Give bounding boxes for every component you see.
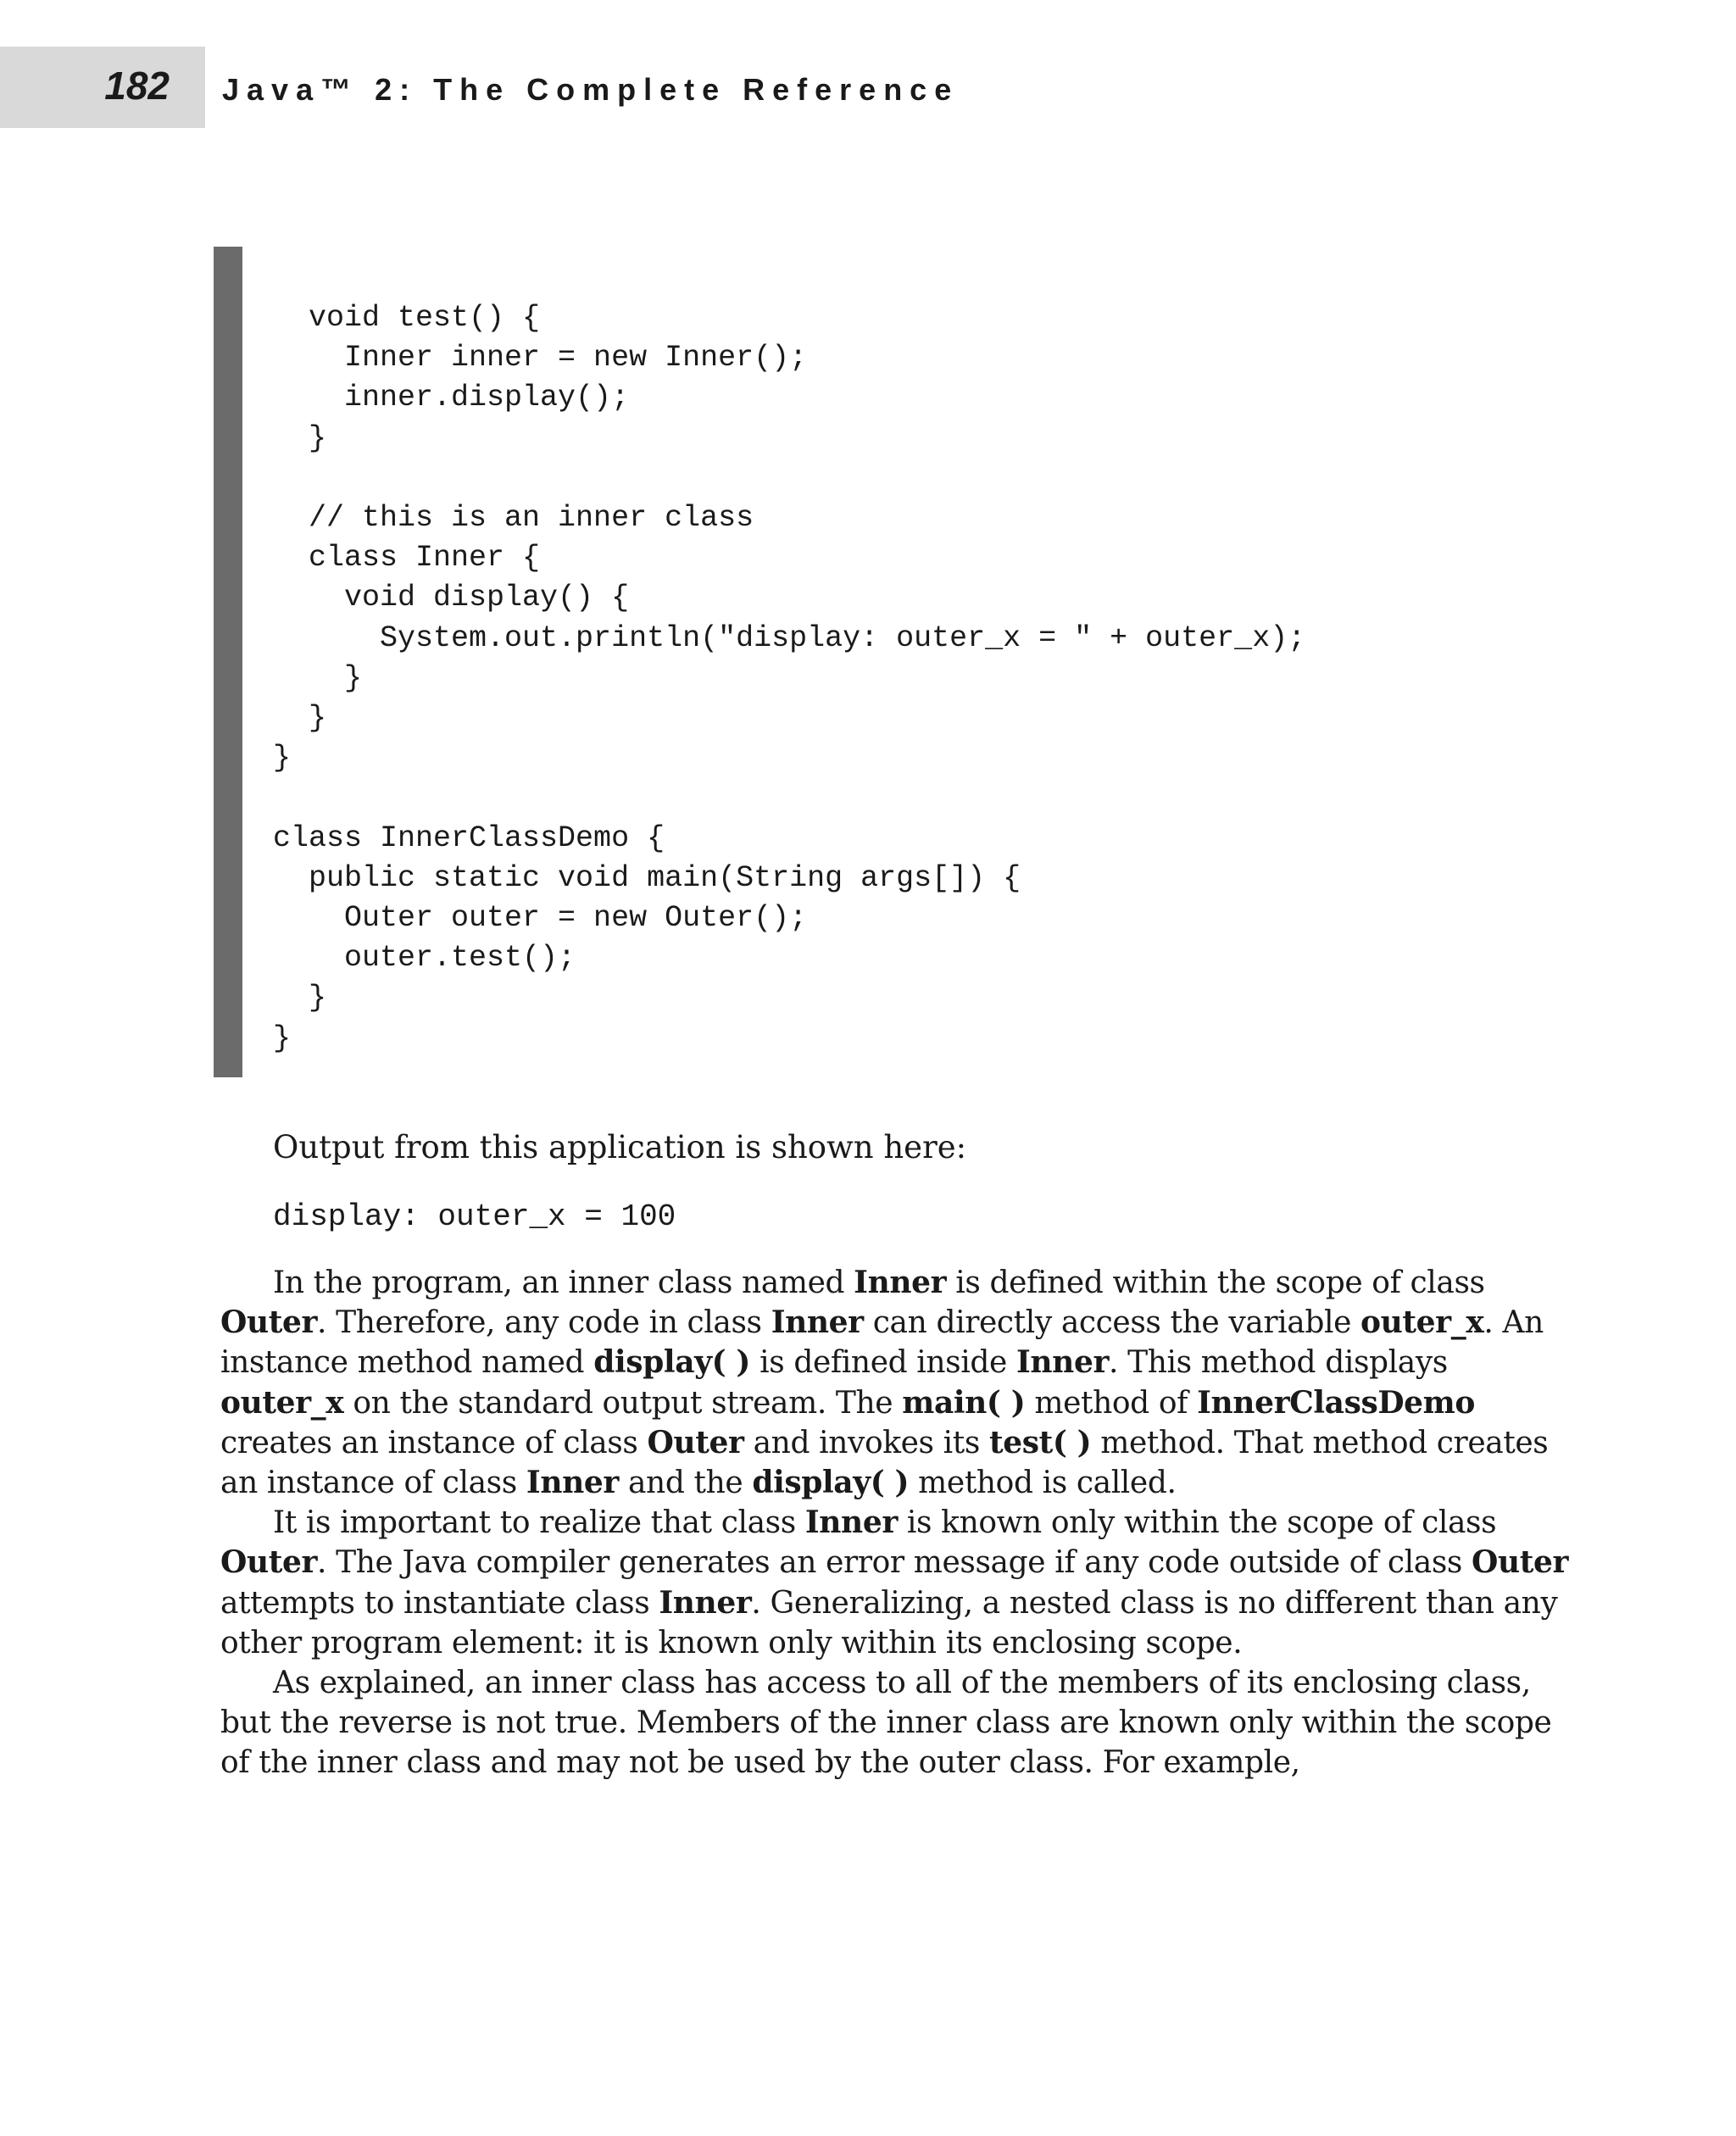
code-line: class InnerClassDemo { — [273, 820, 665, 855]
bold-term: Inner — [804, 1505, 898, 1541]
code-line: } — [273, 420, 327, 455]
text-run: attempts to instantiate class — [220, 1585, 659, 1621]
text-run: and invokes its — [743, 1425, 989, 1460]
code-line: void test() { — [273, 301, 541, 335]
bold-term: Inner — [771, 1304, 864, 1341]
code-line: Outer outer = new Outer(); — [273, 901, 808, 936]
paragraph-1-line-1 — [220, 1263, 1509, 1303]
running-title: Java™ 2: The Complete Reference — [222, 72, 960, 107]
text-run: It is important to realize that class — [273, 1505, 805, 1541]
text-run: is defined within the scope of class — [946, 1265, 1485, 1300]
code-listing-bar — [214, 247, 242, 1077]
code-line: // this is an inner class — [273, 501, 754, 536]
paragraph-1-line-6 — [220, 1463, 1509, 1503]
text-run: . Therefore, any code in class — [317, 1305, 771, 1341]
bold-term: InnerClassDemo — [1197, 1384, 1475, 1421]
paragraph-1-line-5 — [220, 1423, 1549, 1463]
code-line: outer.test(); — [273, 941, 576, 976]
code-line: } — [273, 660, 363, 695]
paragraph-3-line-2: but the reverse is not true. Members of the inner class are known only within the scope — [220, 1705, 1552, 1741]
page-number: 182 — [104, 64, 170, 108]
text-run: on the standard output stream. The — [343, 1385, 903, 1421]
paragraph-2-line-3 — [220, 1583, 1558, 1623]
paragraph-1-line-2 — [220, 1303, 1544, 1343]
paragraph-1-line-4 — [220, 1383, 1509, 1423]
bold-term: display( ) — [593, 1344, 751, 1381]
paragraph-2-line-2 — [220, 1543, 1569, 1583]
paragraph-1-line-3 — [220, 1343, 1509, 1382]
text-run: . Generalizing, a nested class is no different than any — [751, 1585, 1558, 1621]
code-line: Inner inner = new Inner(); — [273, 341, 808, 375]
code-line: } — [273, 741, 292, 776]
text-run: an instance of class — [220, 1466, 526, 1501]
page-number-tab — [0, 47, 205, 128]
bold-term: Inner — [1015, 1344, 1110, 1381]
bold-term: outer_x — [220, 1384, 344, 1421]
output-intro: Output from this application is shown here: — [273, 1129, 967, 1165]
paragraph-3-line-1: As explained, an inner class has access to all of the members of its enclosing class, — [273, 1666, 1531, 1701]
text-run: In the program, an inner class named — [273, 1265, 854, 1300]
text-run: . An — [1483, 1305, 1544, 1341]
code-line: class Inner { — [273, 541, 541, 576]
paragraph-2-line-1 — [220, 1503, 1509, 1543]
text-run: . The Java compiler generates an error message if any code outside of class — [317, 1545, 1472, 1581]
code-line: } — [273, 1021, 292, 1055]
text-run: method. That method creates — [1091, 1425, 1549, 1460]
text-run: . This method displays — [1109, 1345, 1448, 1381]
code-line: public static void main(String args[]) { — [273, 860, 1021, 895]
code-line: System.out.println("display: outer_x = " + outer_x); — [273, 620, 1306, 655]
bold-term: test( ) — [988, 1424, 1092, 1460]
bold-term: Outer — [1472, 1544, 1569, 1581]
code-line: } — [273, 981, 327, 1015]
code-line: void display() { — [273, 581, 630, 615]
text-run: and the — [618, 1466, 753, 1501]
bold-term: Outer — [220, 1304, 318, 1341]
bold-term: outer_x — [1360, 1304, 1484, 1341]
text-run: method of — [1025, 1385, 1198, 1421]
bold-term: display( ) — [752, 1465, 910, 1501]
text-run: method is called. — [909, 1466, 1177, 1501]
bold-term: Inner — [526, 1465, 619, 1501]
program-output: display: outer_x = 100 — [273, 1199, 676, 1234]
code-line: } — [273, 701, 327, 736]
bold-term: Outer — [647, 1424, 744, 1460]
text-run: instance method named — [220, 1345, 594, 1381]
text-run: can directly access the variable — [863, 1305, 1361, 1341]
text-run: is defined inside — [750, 1345, 1016, 1381]
bold-term: Inner — [659, 1584, 752, 1621]
bold-term: main( ) — [902, 1384, 1026, 1421]
text-run: creates an instance of class — [220, 1425, 648, 1460]
text-run: is known only within the scope of class — [897, 1505, 1497, 1541]
paragraph-3-line-3: of the inner class and may not be used by the outer class. For example, — [220, 1745, 1300, 1781]
body-text — [220, 1263, 1569, 1783]
bold-term: Outer — [220, 1544, 318, 1581]
code-line: inner.display(); — [273, 381, 630, 415]
paragraph-2-line-4: other program element: it is known only within its enclosing scope. — [220, 1625, 1243, 1660]
code-listing — [273, 298, 1305, 1059]
bold-term: Inner — [854, 1265, 947, 1300]
